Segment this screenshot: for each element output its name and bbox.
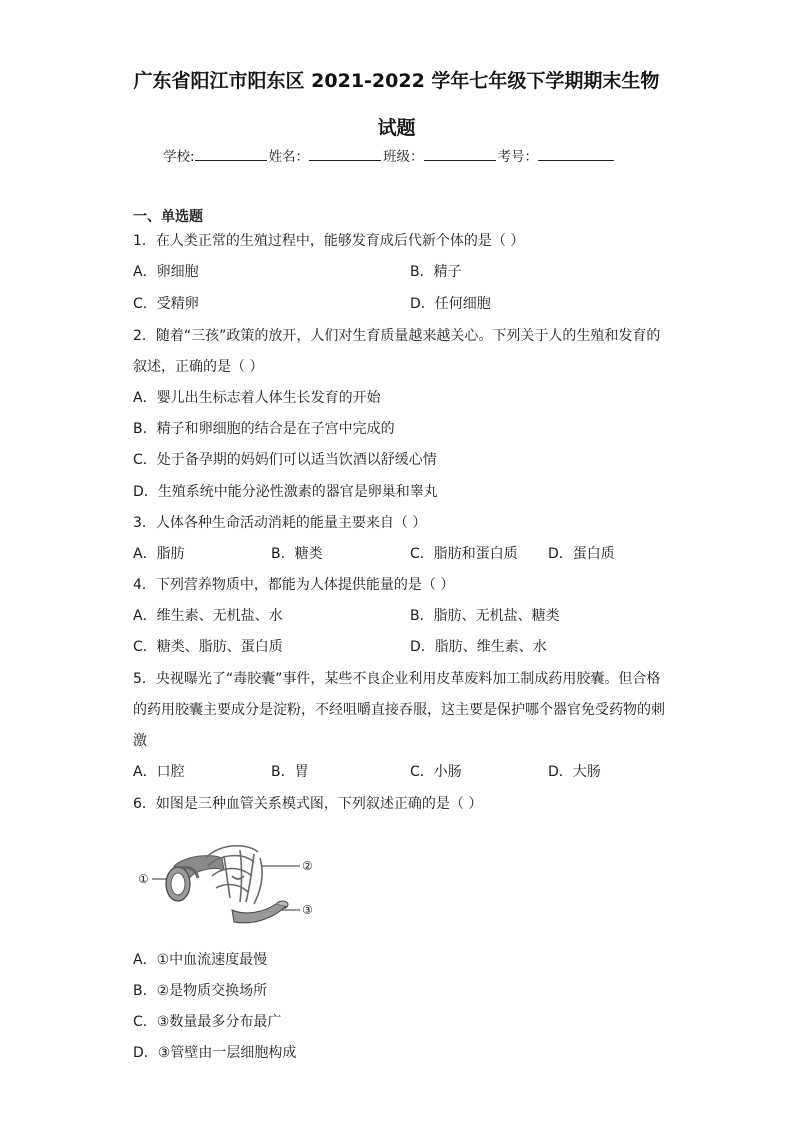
q3-option-c[interactable]: C．脂肪和蛋白质 [410,546,518,562]
question-3-stem: 3．人体各种生命活动消耗的能量主要来自（ ） [133,515,427,531]
q5-option-d[interactable]: D．大肠 [548,764,601,780]
q3-option-a[interactable]: A．脂肪 [133,546,185,562]
diagram-label-3: ③ [302,903,313,917]
class-label: 班级： [383,149,424,165]
class-blank[interactable] [424,146,496,161]
number-blank[interactable] [538,146,614,161]
question-6-stem: 6．如图是三种血管关系模式图，下列叙述正确的是（ ） [133,796,483,812]
diagram-label-2: ② [302,859,313,873]
page-title-line1: 广东省阳江市阳东区 2021-2022 学年七年级下学期期末生物 [133,70,660,92]
question-4-stem: 4．下列营养物质中，都能为人体提供能量的是（ ） [133,577,455,593]
question-5-stem-line1: 5．央视曝光了“毒胶囊”事件，某些不良企业利用皮革废料加工制成药用胶囊。但合格 [133,671,661,687]
q4-option-c[interactable]: C．糖类、脂肪、蛋白质 [133,639,283,655]
section-heading: 一、单选题 [133,209,203,225]
q2-option-c[interactable]: C．处于备孕期的妈妈们可以适当饮酒以舒缓心情 [133,452,437,468]
question-5-stem-line2: 的药用胶囊主要成分是淀粉，不经咀嚼直接吞服，这主要是保护哪个器官免受药物的刺 [133,702,665,718]
q4-option-b[interactable]: B．脂肪、无机盐、糖类 [410,608,560,624]
question-1-stem: 1．在人类正常的生殖过程中，能够发育成后代新个体的是（ ） [133,233,525,249]
q3-option-b[interactable]: B．糖类 [271,546,323,562]
question-2-stem-line2: 叙述，正确的是（ ） [133,359,264,375]
q2-option-d[interactable]: D．生殖系统中能分泌性激素的器官是卵巢和睾丸 [133,484,438,500]
name-label: 姓名： [268,149,310,165]
q1-option-a[interactable]: A．卵细胞 [133,264,199,280]
q6-option-a[interactable]: A．①中血流速度最慢 [133,952,268,968]
school-blank[interactable] [195,146,267,161]
q5-option-a[interactable]: A．口腔 [133,764,185,780]
q6-option-c[interactable]: C．③数量最多分布最广 [133,1014,282,1030]
page-title-line2: 试题 [377,117,416,139]
q4-option-d[interactable]: D．脂肪、维生素、水 [410,639,547,655]
diagram-label-1: ① [138,872,149,886]
q4-option-a[interactable]: A．维生素、无机盐、水 [133,608,283,624]
q6-option-d[interactable]: D．③管壁由一层细胞构成 [133,1045,297,1061]
q2-option-a[interactable]: A．婴儿出生标志着人体生长发育的开始 [133,390,381,406]
student-info-row [163,145,616,165]
q1-option-b[interactable]: B．精子 [410,264,462,280]
q1-option-c[interactable]: C．受精卵 [133,296,199,312]
number-label: 考号： [497,149,539,165]
q1-option-d[interactable]: D．任何细胞 [410,296,491,312]
q3-option-d[interactable]: D．蛋白质 [548,546,615,562]
blood-vessel-diagram [136,836,320,932]
q2-option-b[interactable]: B．精子和卵细胞的结合是在子宫中完成的 [133,421,395,437]
school-label: 学校: [163,149,195,165]
question-5-stem-line3: 激 [133,733,147,749]
q6-option-b[interactable]: B．②是物质交换场所 [133,983,268,999]
question-2-stem-line1: 2．随着“三孩”政策的放开，人们对生育质量越来越关心。下列关于人的生殖和发育的 [133,328,661,344]
q5-option-c[interactable]: C．小肠 [410,764,462,780]
q5-option-b[interactable]: B．胃 [271,764,309,780]
name-blank[interactable] [309,146,381,161]
